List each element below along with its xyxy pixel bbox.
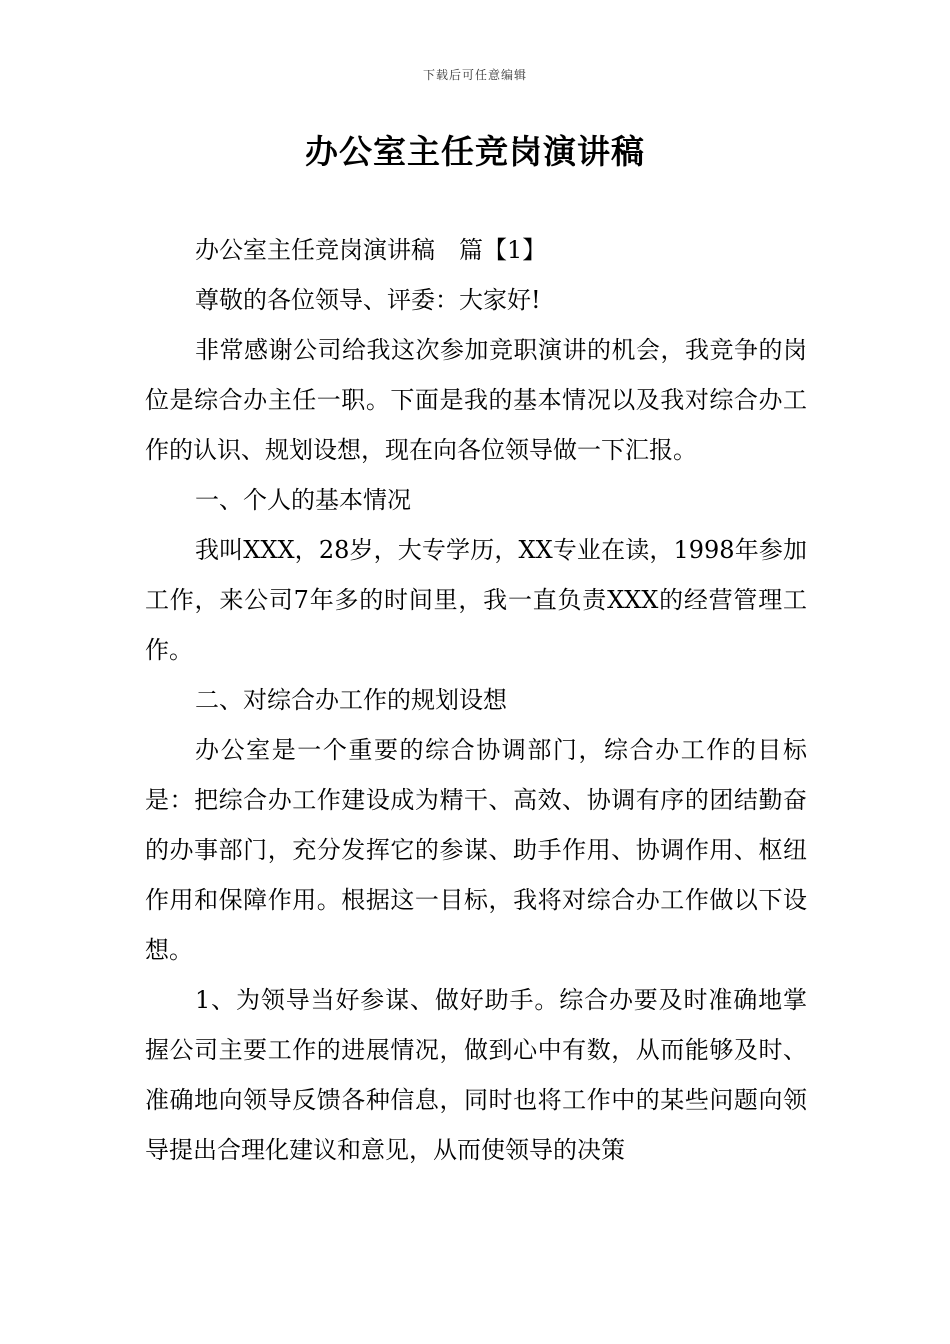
paragraph-intro: 非常感谢公司给我这次参加竞职演讲的机会，我竞争的岗位是综合办主任一职。下面是我的基本情况以及我对综合办工作的认识、规划设想，现在向各位领导做一下汇报。	[145, 336, 807, 464]
paragraph-office-goal: 办公室是一个重要的综合协调部门，综合办工作的目标是：把综合办工作建设成为精干、高效、协调有序的团结勤奋的办事部门，充分发挥它的参谋、助手作用、协调作用、枢纽作用和保障作用。根据这一目标，我将对综合办工作做以下设想。	[145, 736, 807, 964]
paragraph-heading-plan: 二、对综合办工作的规划设想	[195, 686, 507, 714]
paragraph-greeting: 尊敬的各位领导、评委：大家好!	[195, 286, 541, 314]
paragraph-item-1: 1、为领导当好参谋、做好助手。综合办要及时准确地掌握公司主要工作的进展情况，做到心中有数，从而能够及时、准确地向领导反馈各种信息，同时也将工作中的某些问题向领导提出合理化建议和意见，从而使领导的决策	[145, 986, 807, 1164]
document-title: 办公室主任竞岗演讲稿	[305, 132, 645, 171]
paragraph-heading-personal: 一、个人的基本情况	[195, 486, 411, 514]
paragraph-personal-info: 我叫XXX，28岁，大专学历，XX专业在读，1998年参加工作，来公司7年多的时间里，我一直负责XXX的经营管理工作。	[145, 536, 807, 664]
document-body	[145, 225, 807, 1175]
header-note: 下载后可任意编辑	[422, 68, 527, 82]
paragraph-section-heading: 办公室主任竞岗演讲稿 篇【1】	[195, 236, 547, 264]
